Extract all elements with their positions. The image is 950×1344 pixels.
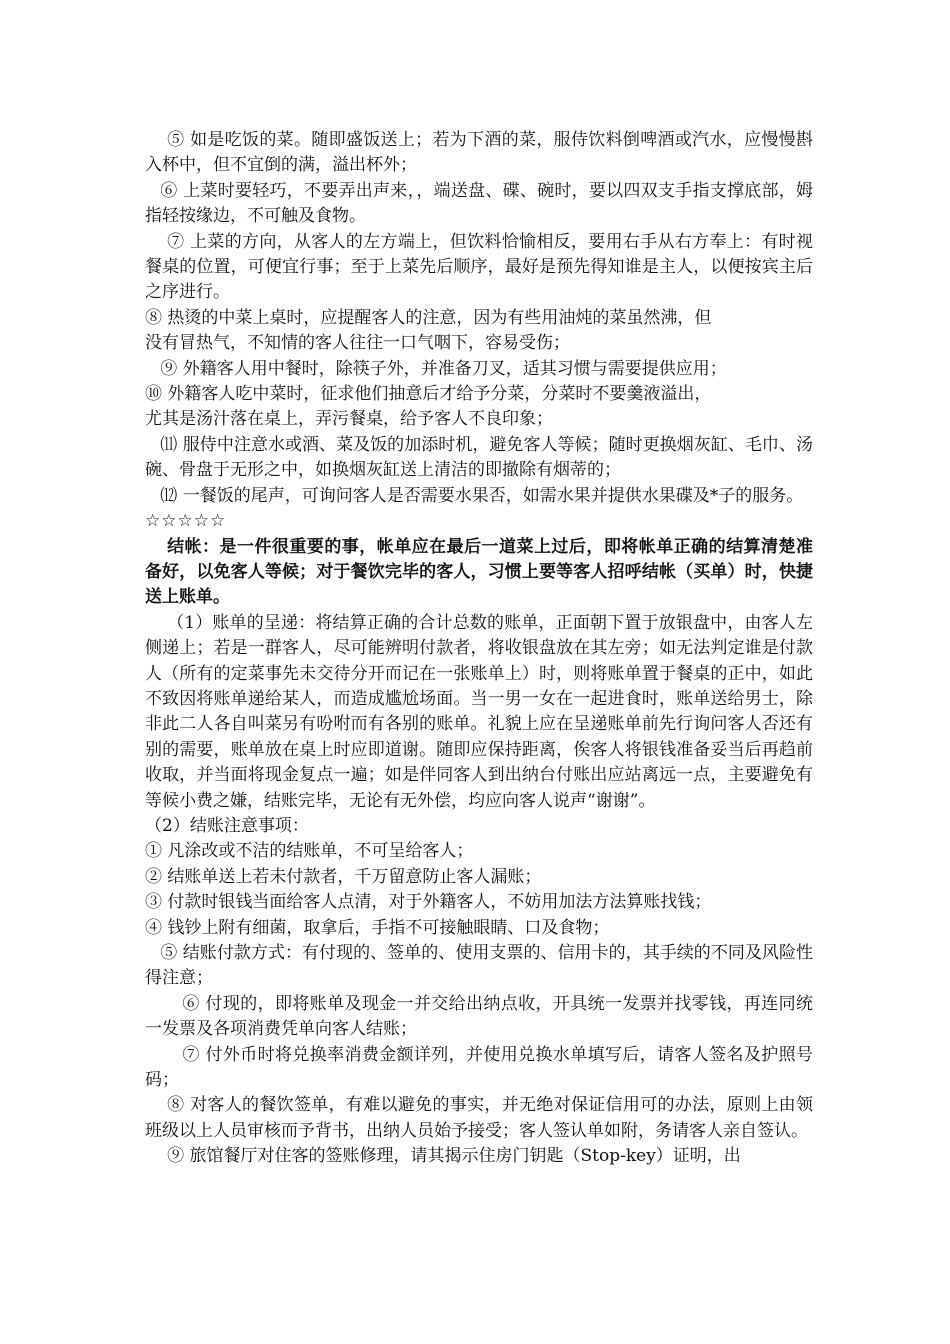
checkout-note-3: ③ 付款时银钱当面给客人点清，对于外籍客人，不妨用加法方法算账找钱；	[145, 892, 712, 913]
checkout-note-5: ⑤ 结账付款方式：有付现的、签单的、使用支票的、信用卡的，其手续的不同及风险性得注意；	[145, 943, 813, 989]
serving-rule-10-line2: 尤其是汤汁落在桌上，弄污餐桌，给予客人不良印象；	[145, 409, 553, 430]
bill-presentation-paragraph: （1）账单的呈递：将结算正确的合计总数的账单，正面朝下置于放银盘中，由客人左侧递上；若是一群客人，尽可能辨明付款者，将收银盘放在其左旁；如无法判定谁是付款人（所有的定菜事先未交待分开而记在一张账单上）时，则将账单置于餐桌的正中，如此不致因将账单递给某人，而造成尴尬场面。当一男一女在一起进食时，账单送给男士，除非此二人各自叫菜另有吩咐而有各别的账单。礼貌上应在呈递账单前先行询问客人否还有别的需要，账单放在桌上时应即道谢。随即应保持距离，俟客人将银钱准备妥当后再趋前收取，并当面将现金复点一遍；如是伴同客人到出纳台付账出应站离远一点，主要避免有等候小费之嫌，结账完毕，无论有无外偿，均应向客人说声“谢谢”。	[145, 612, 813, 811]
checkout-note-2: ② 结账单送上若未付款者，千万留意防止客人漏账；	[145, 866, 542, 887]
checkout-heading: 结帐：是一件很重要的事，帐单应在最后一道菜上过后，即将帐单正确的结算清楚准备好，以免客人等候；对于餐饮完毕的客人，习惯上要等客人招呼结帐（买单）时，快捷送上账单。	[145, 536, 813, 608]
checkout-note-7: ⑦ 付外币时将兑换率消费金额详列，并使用兑换水单填写后，请客人签名及护照号码；	[145, 1044, 813, 1091]
serving-rule-9: ⑨ 外籍客人用中餐时，除筷子外，并准备刀叉，适其习惯与需要提供应用；	[160, 358, 727, 379]
serving-rule-10-line1: ⑩ 外籍客人吃中菜时，征求他们抽意后才给予分菜，分菜时不要羹液溢出，	[145, 384, 712, 405]
checkout-note-6: ⑥ 付现的，即将账单及现金一并交给出纳点收，开具统一发票并找零钱，再连同统一发票及各项消费凭单向客人结账；	[145, 993, 813, 1040]
serving-rule-6: ⑥ 上菜时要轻巧，不要弄出声来，，端送盘、碟、碗时，要以四双支手指支撑底部，姆指轻按缘边，不可触及食物。	[145, 180, 813, 227]
section-separator: ☆☆☆☆☆	[145, 511, 227, 532]
serving-rule-11: ⑾ 服侍中注意水或酒、菜及饭的加添时机，避免客人等候；随时更换烟灰缸、毛巾、汤碗、骨盘于无形之中，如换烟灰缸送上清洁的即撤除有烟蒂的；	[145, 434, 813, 481]
checkout-note-1: ① 凡涂改或不洁的结账单，不可呈给客人；	[145, 841, 474, 862]
checkout-note-8: ⑧ 对客人的餐饮签单，有难以避免的事实，并无绝对保证信用可的办法，原则上由领班级以上人员审核而予背书，出纳人员始予接受；客人签认单如附，务请客人亲自签认。	[145, 1095, 813, 1141]
checkout-notes-title: （2）结账注意事项：	[145, 815, 309, 836]
checkout-note-4: ④ 钱钞上附有细菌，取拿后，手指不可接触眼睛、口及食物；	[145, 917, 610, 938]
serving-rule-5: ⑤ 如是吃饭的菜。随即盛饭送上；若为下酒的菜，服侍饮料倒啤酒或汽水，应慢慢斟入杯中，但不宜倒的满，溢出杯外；	[145, 130, 813, 176]
serving-rule-8-line1: ⑧ 热烫的中菜上桌时，应提醒客人的注意，因为有些用油炖的菜虽然沸，但	[145, 307, 712, 328]
serving-rule-8-line2: 没有冒热气，不知情的客人往往一口气咽下，容易受伤；	[145, 333, 570, 354]
serving-rule-12: ⑿ 一餐饭的尾声，可询问客人是否需要水果否，如需水果并提供水果碟及*子的服务。	[160, 485, 804, 506]
checkout-note-9: ⑨ 旅馆餐厅对住客的签账修理，请其揭示住房门钥匙（Stop-key）证明，出	[167, 1146, 741, 1167]
serving-rule-7: ⑦ 上菜的方向，从客人的左方端上，但饮料恰愉相反，要用右手从右方奉上：有时视餐桌的位置，可便宜行事；至于上菜先后顺序，最好是预先得知谁是主人，以便按宾主后之序进行。	[145, 231, 813, 303]
document-page	[145, 128, 813, 1170]
